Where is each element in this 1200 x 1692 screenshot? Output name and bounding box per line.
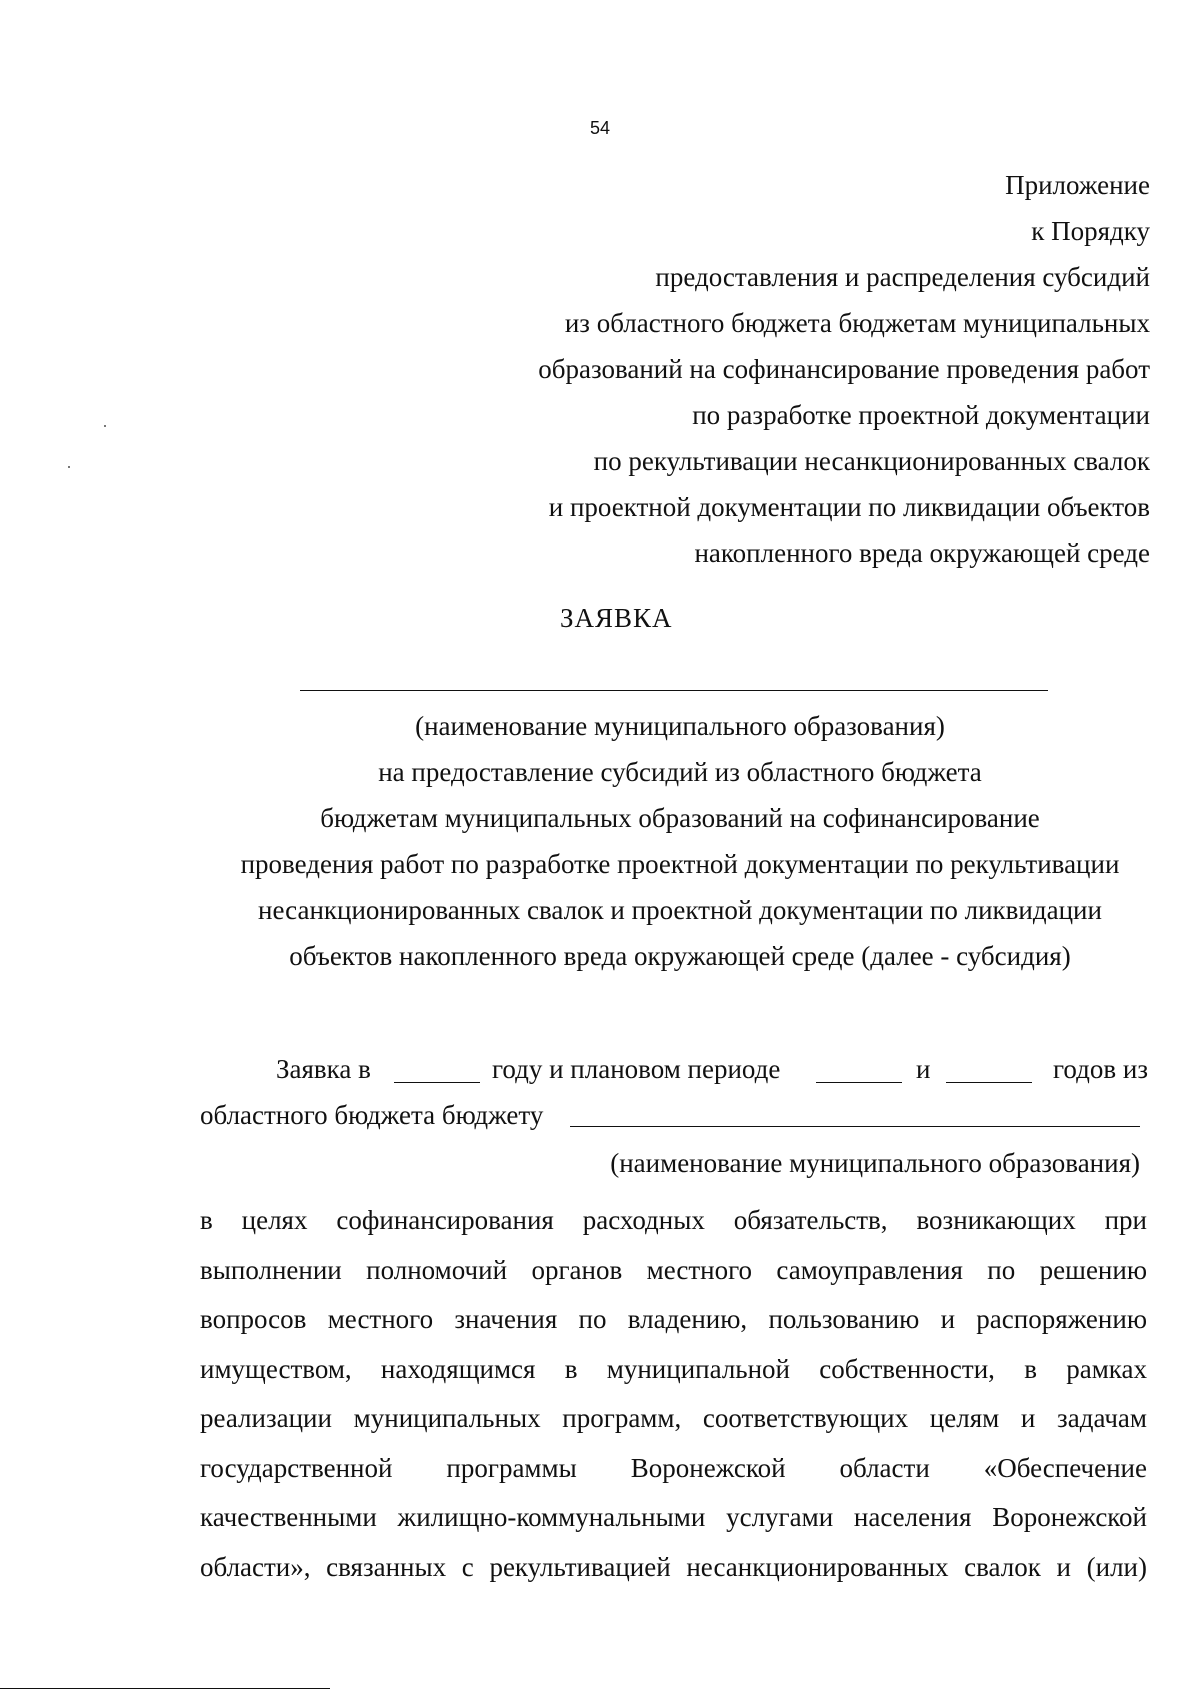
subtitle-line: (наименование муниципального образования) xyxy=(415,711,945,741)
appendix-line: по разработке проектной документации xyxy=(692,400,1150,430)
body-line: в целях софинансирования расходных обязательств, возникающих при xyxy=(200,1205,1147,1235)
subtitle-line: на предоставление субсидий из областного бюджета xyxy=(378,757,982,787)
footnote-separator xyxy=(0,1688,330,1689)
appendix-line: Приложение xyxy=(1005,170,1150,200)
appendix-line: накопленного вреда окружающей среде xyxy=(694,538,1150,568)
form-line-budget: областного бюджета бюджету xyxy=(200,1100,544,1130)
municipality-name-blank xyxy=(300,690,1048,691)
document-title: ЗАЯВКА xyxy=(560,603,673,633)
form-text: году и плановом периоде xyxy=(492,1054,781,1084)
municipality-caption: (наименование муниципального образования) xyxy=(610,1148,1140,1178)
appendix-header xyxy=(450,162,1150,576)
appendix-line: предоставления и распределения субсидий xyxy=(655,262,1150,292)
subtitle-line: бюджетам муниципальных образований на софинансирование xyxy=(320,803,1040,833)
form-text: Заявка в xyxy=(276,1054,371,1084)
body-paragraph xyxy=(200,1196,1147,1592)
body-line: качественными жилищно-коммунальными услугами населения Воронежской xyxy=(200,1502,1147,1532)
body-line: реализации муниципальных программ, соответствующих целям и задачам xyxy=(200,1403,1147,1433)
subtitle-line: несанкционированных свалок и проектной документации по ликвидации xyxy=(258,895,1102,925)
appendix-line: и проектной документации по ликвидации объектов xyxy=(548,492,1150,522)
form-text: и xyxy=(916,1054,931,1084)
year-blank xyxy=(394,1046,480,1083)
appendix-line: по рекультивации несанкционированных свалок xyxy=(593,446,1150,476)
body-line: области», связанных с рекультивацией несанкционированных свалок и (или) xyxy=(200,1551,1147,1582)
form-text: годов из xyxy=(1053,1054,1148,1084)
planning-year-2-blank xyxy=(946,1046,1032,1083)
body-line: имуществом, находящимся в муниципальной собственности, в рамках xyxy=(200,1353,1147,1384)
scan-speck xyxy=(104,425,106,427)
scan-speck xyxy=(68,466,70,468)
appendix-line: к Порядку xyxy=(1031,216,1150,246)
body-line: вопросов местного значения по владению, пользованию и распоряжению xyxy=(200,1304,1147,1334)
body-line: выполнении полномочий органов местного самоуправления по решению xyxy=(200,1254,1147,1285)
appendix-line: из областного бюджета бюджетам муниципальных xyxy=(564,308,1150,338)
subtitle-block xyxy=(0,703,1200,979)
subtitle-line: проведения работ по разработке проектной документации по рекультивации xyxy=(240,849,1120,879)
planning-year-1-blank xyxy=(816,1046,902,1083)
appendix-line: образований на софинансирование проведения работ xyxy=(538,354,1150,384)
body-line: государственной программы Воронежской области «Обеспечение xyxy=(200,1452,1147,1483)
subtitle-line: объектов накопленного вреда окружающей среде (далее - субсидия) xyxy=(289,941,1071,971)
municipality-blank xyxy=(570,1126,1140,1127)
page-number: 54 xyxy=(589,118,611,138)
